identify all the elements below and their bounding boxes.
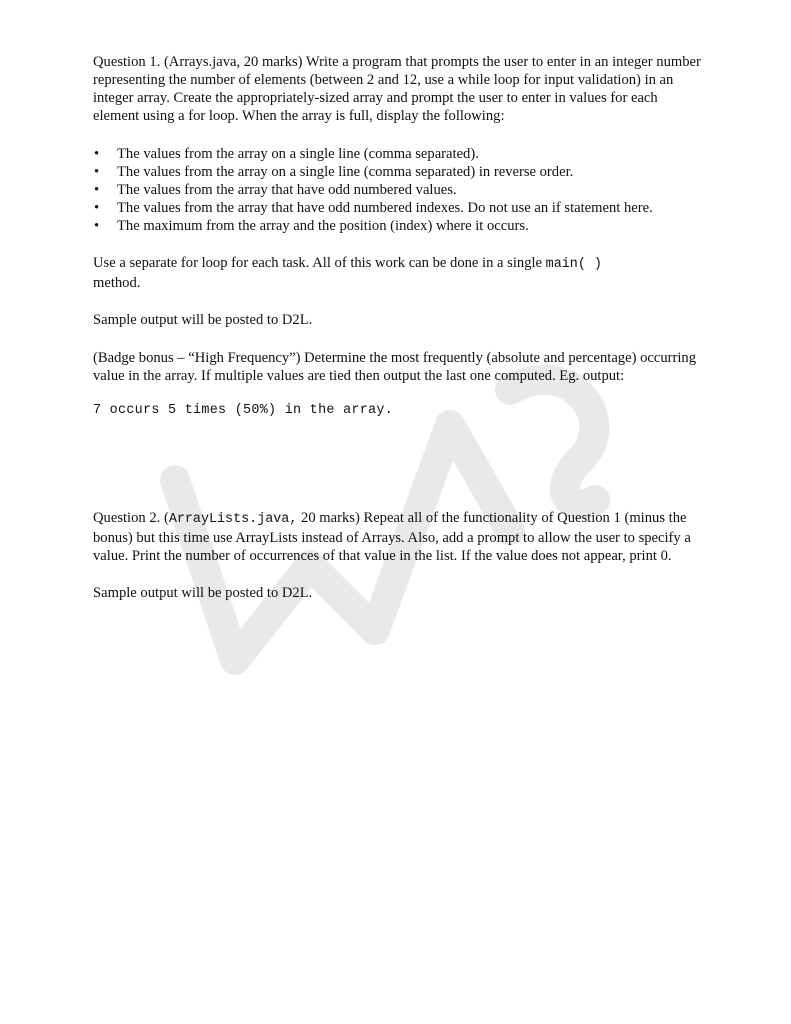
bullet-icon: • [94, 164, 100, 180]
bullet-item: • The maximum from the array and the position (index) where it occurs. [94, 218, 529, 234]
code-example: 7 occurs 5 times (50%) in the array. [93, 403, 394, 418]
question-1-text: Question 1. (Arrays.java, 20 marks) Write a program that prompts the user to enter in an integer number representing the number of elements (between 2 and 12, use a while loop for input validation) in an integer array. Create the appropriately-sized array and prompt the user to enter in values for each element using a for loop. When the array is full, display the following: [93, 54, 701, 124]
bullet-item: • The values from the array that have odd numbered indexes. Do not use an if statement here. [94, 200, 653, 216]
badge-bonus-text: (Badge bonus – “High Frequency”) Determine the most frequently (absolute and percentage) occurring value in the array. If multiple values are tied then output the last one computed. Eg. output: [93, 350, 696, 384]
question-1-bullet-list [93, 145, 703, 235]
bullet-icon: • [94, 218, 100, 234]
question-2-text: Question 2. (ArrayLists.java, 20 marks) Repeat all of the functionality of Question 1 (minus the bonus) but this time use ArrayLists instead of Arrays. Also, add a prompt to allow the user to specify a value. Print the number of occurrences of that value in the list. If the value does not appear, print 0. [93, 510, 691, 564]
sample-output-note-2: Sample output will be posted to D2L. [93, 585, 313, 601]
bullet-item: • The values from the array on a single line (comma separated). [94, 146, 479, 162]
bullet-item: • The values from the array on a single line (comma separated) in reverse order. [94, 164, 574, 180]
separate-loop-instruction: Use a separate for loop for each task. All of this work can be done in a single main( ) method. [93, 255, 602, 291]
bullet-icon: • [94, 182, 100, 198]
document-body [93, 53, 703, 602]
bullet-icon: • [94, 200, 100, 216]
bullet-icon: • [94, 146, 100, 162]
sample-output-note-1: Sample output will be posted to D2L. [93, 312, 313, 328]
arraylists-filename-code: ArrayLists.java, [168, 512, 298, 527]
bullet-item: • The values from the array that have odd numbered values. [94, 182, 457, 198]
main-method-code: main( ) [545, 257, 602, 272]
